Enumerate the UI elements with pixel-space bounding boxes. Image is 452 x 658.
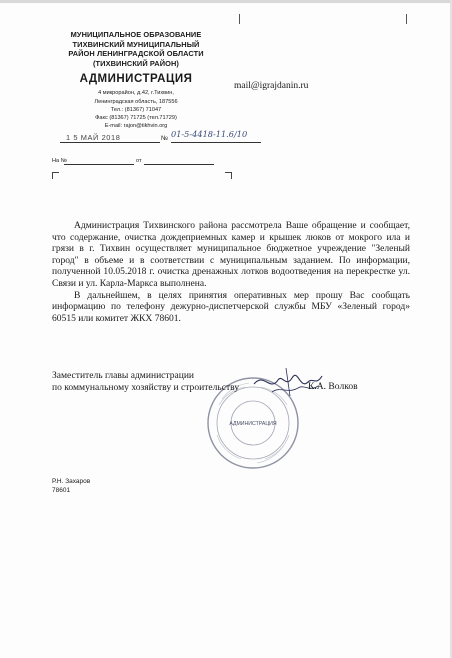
reference-row — [52, 158, 252, 168]
ref-underline — [64, 164, 134, 165]
letterhead — [56, 30, 216, 130]
body-paragraph: В дальнейшем, в целях принятия оперативных мер прошу Вас сообщать информацию по телефону дежурно-диспетчерской службы МБУ «Зеленый город» 60515 или комитет ЖКХ 78601. — [52, 289, 410, 324]
address-corner-right — [225, 172, 232, 179]
body-paragraph: Администрация Тихвинского района рассмотрела Ваше обращение и сообщает, что содержание, очистка дождеприемных камер и крышек люков от мокрого ила и грязи в г. Тихвин осуществляет муниципальное бюджетное учреждение "Зеленый город" в объеме и в соответствии с муниципальным заданием. По информации, полученной 10.05.2018 г. очистка дренажных лотков водоотведения на перекрестке ул. Связи и ул. Карла-Маркса выполнена. — [52, 220, 410, 289]
letter-body — [52, 220, 410, 324]
signer-name: К.А. Волков — [308, 381, 358, 392]
org-name — [56, 30, 216, 68]
number-label: № — [161, 135, 168, 142]
executor-name: Р.Н. Захаров — [52, 478, 91, 485]
org-line: ТИХВИНСКИЙ МУНИЦИПАЛЬНЫЙ — [72, 39, 200, 49]
signer-position: по коммунальному хозяйству и строительству — [52, 382, 240, 394]
signer-position: Заместитель главы администрации — [52, 370, 195, 381]
number-underline — [171, 142, 261, 143]
recipient-email: mail@igrajdanin.ru — [234, 81, 309, 91]
corner-mark — [406, 14, 407, 24]
org-line: (ТИХВИНСКИЙ РАЙОН) — [92, 58, 179, 68]
org-line: РАЙОН ЛЕНИНГРАДСКОЙ ОБЛАСТИ — [68, 49, 204, 59]
address-line: Ленинградская область, 187556 — [94, 98, 178, 105]
corner-mark — [239, 14, 240, 24]
handwritten-number: 01-5-4418-11.6/10 — [171, 129, 248, 139]
scan-edge-top — [0, 0, 452, 3]
email-line: E-mail: rajon@tikhvin.org — [104, 123, 168, 130]
admin-title: АДМИНИСТРАЦИЯ — [79, 73, 193, 86]
date-underline — [60, 142, 160, 143]
registration-row — [52, 130, 262, 152]
executor-block — [52, 478, 90, 495]
address-line: 4 микрорайон, д.42, г.Тихвин, — [98, 90, 174, 97]
ref-label: На № — [52, 158, 67, 164]
address-block — [56, 89, 216, 130]
phone-line: Тел.: (81367) 71047 — [110, 106, 162, 113]
fax-line: Факс (81367) 71725 (тел.71729) — [95, 114, 177, 121]
address-corner-left — [52, 172, 59, 179]
date-stamp: 1 5 МАЙ 2018 — [66, 133, 121, 142]
ref-from-underline — [144, 164, 214, 165]
org-line: МУНИЦИПАЛЬНОЕ ОБРАЗОВАНИЕ — [70, 30, 202, 39]
seal-center-text: АДМИНИСТРАЦИЯ — [229, 421, 277, 427]
ref-from-label: от — [136, 158, 142, 164]
executor-phone: 78601 — [52, 486, 71, 494]
